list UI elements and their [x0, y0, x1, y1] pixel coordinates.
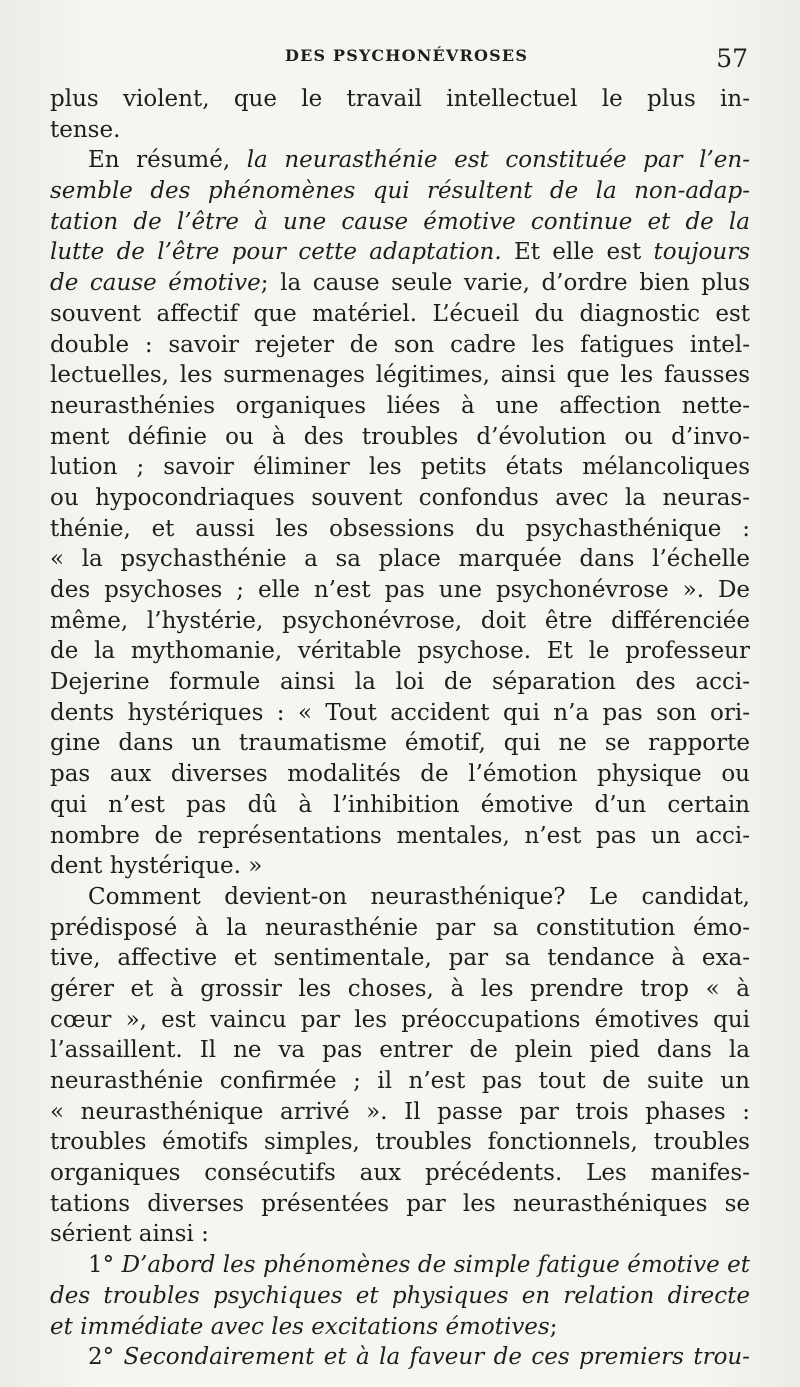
text-line [50, 851, 750, 882]
text-line [50, 790, 750, 821]
text-segment: nombre de représentations mentales, n’est pas un acci- [50, 822, 750, 849]
text-line [50, 115, 750, 146]
text-segment: plus violent, que le travail intellectuel le plus in- [50, 86, 750, 112]
text-line [50, 1005, 750, 1036]
text-segment: qui n’est pas dû à l’inhibition émotive d’un certain [50, 791, 750, 818]
text-line [50, 636, 750, 667]
text-segment: Comment devient-on neurasthénique? Le candidat, [88, 883, 750, 910]
text-line [50, 237, 750, 268]
italic-text-segment: et immédiate avec les excitations émotives [50, 1313, 550, 1340]
text-segment: neurasthénies organiques liées à une affection nette- [50, 392, 750, 419]
text-segment: ment définie ou à des troubles d’évolution ou d’invo- [50, 423, 750, 450]
text-line [50, 698, 750, 729]
text-segment: ; [549, 1313, 558, 1340]
running-title: DES PSYCHONÉVROSES [285, 46, 529, 65]
text-line [50, 422, 750, 453]
text-line [50, 1035, 750, 1066]
italic-text-segment: tation de l’être à une cause émotive continue et de la [50, 208, 750, 235]
text-line [50, 1127, 750, 1158]
body-text [50, 84, 750, 1373]
text-segment: double : savoir rejeter de son cadre les fatigues intel- [50, 331, 750, 358]
text-line [50, 1219, 750, 1250]
text-segment: Et elle est [501, 239, 654, 266]
text-line [50, 514, 750, 545]
text-segment: ; la cause seule varie, d’ordre bien plus [260, 270, 750, 297]
text-segment: de la mythomanie, véritable psychose. Et le professeur [50, 638, 750, 665]
text-line [50, 943, 750, 974]
text-segment: cœur », est vaincu par les préoccupations émotives qui [50, 1006, 750, 1033]
text-line [50, 1312, 750, 1343]
text-segment: neurasthénie confirmée ; il n’est pas tout de suite un [50, 1068, 750, 1094]
text-segment: En résumé, [88, 147, 247, 174]
text-line [50, 913, 750, 944]
text-line [50, 1158, 750, 1189]
text-segment: souvent affectif que matériel. L’écueil du diagnostic est [50, 300, 750, 327]
text-line [50, 728, 750, 759]
italic-text-segment: la neurasthénie est constituée par l’en- [246, 147, 750, 174]
text-line [50, 176, 750, 207]
text-segment: même, l’hystérie, psychonévrose, doit être différenciée [50, 607, 750, 634]
italic-text-segment: lutte de l’être pour cette adaptation. [50, 239, 502, 266]
text-segment: l’assaillent. Il ne va pas entrer de plein pied dans la [50, 1037, 750, 1064]
italic-text-segment: semble des phénomènes qui résultent de la non-adap- [50, 178, 750, 205]
text-line [50, 145, 750, 176]
italic-text-segment: D’abord les phénomènes de simple fatigue émotive et [121, 1252, 750, 1279]
text-line [50, 575, 750, 606]
text-line [50, 1189, 750, 1220]
text-segment: gérer et à grossir les choses, à les prendre trop « à [50, 975, 750, 1002]
text-line [50, 391, 750, 422]
text-line [50, 759, 750, 790]
text-segment: tations diverses présentées par les neurasthéniques se [50, 1190, 750, 1217]
text-line [50, 268, 750, 299]
text-line [50, 330, 750, 361]
italic-text-segment: Secondairement et à la faveur de ces premiers trou- [123, 1344, 750, 1371]
text-segment: « la psychasthénie a sa place marquée dans l’échelle [50, 546, 750, 573]
text-segment: « neurasthénique arrivé ». Il passe par trois phases : [50, 1098, 750, 1125]
text-segment: des psychoses ; elle n’est pas une psychonévrose ». De [50, 577, 750, 603]
text-segment: 1° [88, 1252, 122, 1279]
text-line [50, 1097, 750, 1128]
text-line [50, 606, 750, 637]
italic-text-segment: toujours [653, 239, 750, 266]
text-line [50, 544, 750, 575]
text-segment: thénie, et aussi les obsessions du psychasthénique : [50, 515, 750, 542]
text-segment: sérient ainsi : [50, 1221, 209, 1248]
italic-text-segment: de cause émotive [50, 270, 261, 297]
italic-text-segment: des troubles psychiques et physiques en relation directe [50, 1282, 750, 1309]
text-segment: pas aux diverses modalités de l’émotion physique ou [50, 761, 750, 788]
text-line [50, 207, 750, 238]
page-number: 57 [716, 44, 748, 73]
text-segment: ou hypocondriaques souvent confondus avec la neuras- [50, 484, 750, 511]
text-line [50, 1342, 750, 1373]
text-line [50, 882, 750, 913]
text-line [50, 1250, 750, 1281]
text-segment: tive, affective et sentimentale, par sa tendance à exa- [50, 945, 750, 972]
text-line [50, 452, 750, 483]
text-segment: 2° [88, 1344, 124, 1371]
text-segment: lution ; savoir éliminer les petits états mélancoliques [50, 454, 750, 481]
text-segment: gine dans un traumatisme émotif, qui ne se rapporte [50, 730, 750, 757]
text-line [50, 667, 750, 698]
text-segment: lectuelles, les surmenages légitimes, ainsi que les fausses [50, 362, 750, 389]
text-segment: tense. [50, 116, 121, 143]
text-line [50, 1066, 750, 1097]
text-line [50, 974, 750, 1005]
text-line [50, 360, 750, 391]
text-line [50, 1281, 750, 1312]
text-segment: dent hystérique. » [50, 853, 263, 880]
text-segment: organiques consécutifs aux précédents. Les manifes- [50, 1160, 750, 1187]
text-line [50, 821, 750, 852]
text-line [50, 483, 750, 514]
text-segment: Dejerine formule ainsi la loi de séparation des acci- [50, 669, 750, 696]
running-head [0, 46, 800, 74]
text-line [50, 299, 750, 330]
text-segment: prédisposé à la neurasthénie par sa constitution émo- [50, 914, 750, 941]
text-segment: dents hystériques : « Tout accident qui n’a pas son ori- [50, 699, 750, 726]
text-line [50, 84, 750, 115]
text-segment: troubles émotifs simples, troubles fonctionnels, troubles [50, 1129, 750, 1156]
